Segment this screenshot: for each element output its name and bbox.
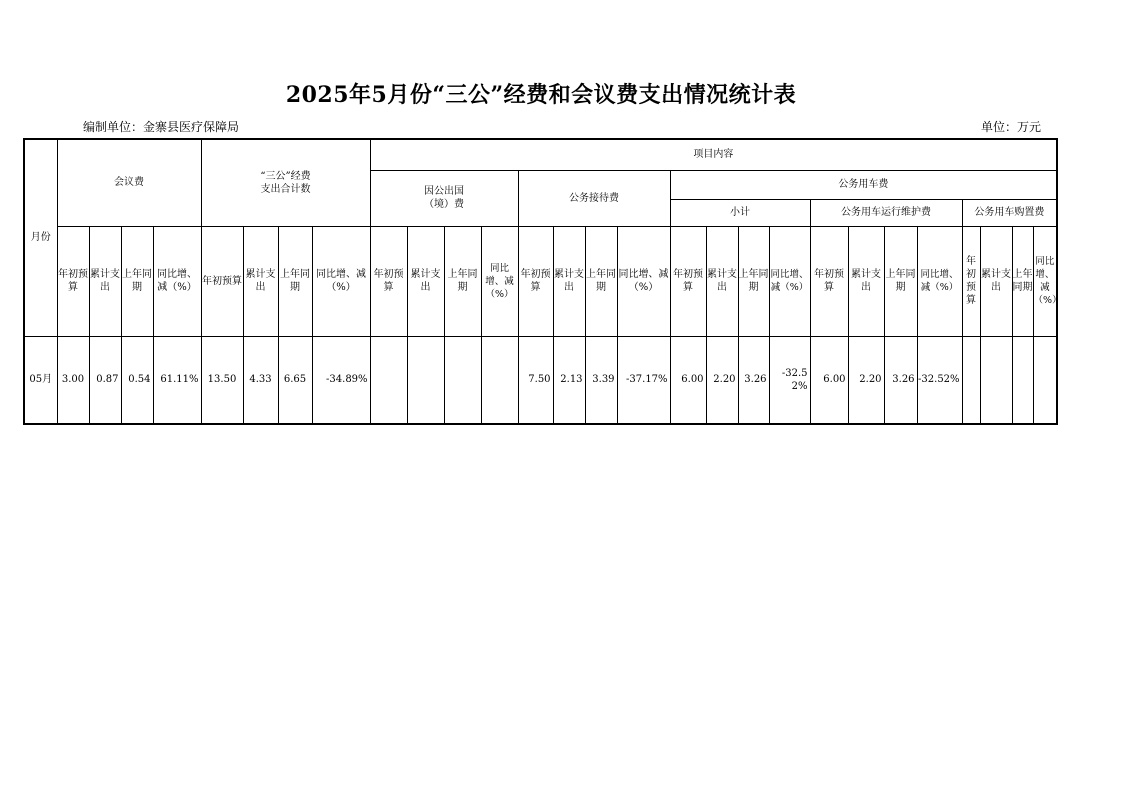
reception-yoy-header: 同比增、减（%）	[617, 226, 670, 336]
subtotal-yoy-cell: -32.52%	[769, 336, 810, 424]
sangong-header	[201, 139, 370, 226]
car-run-yoy-header: 同比增、减（%）	[917, 226, 962, 336]
car-run-budget-header: 年初预算	[810, 226, 848, 336]
meeting-spent-cell: 0.87	[89, 336, 121, 424]
car-run-header: 公务用车运行维护费	[810, 199, 962, 226]
meeting-lastyear-cell: 0.54	[121, 336, 153, 424]
subtotal-spent-header: 累计支出	[706, 226, 738, 336]
subtotal-budget-header: 年初预算	[670, 226, 706, 336]
reception-lastyear-cell: 3.39	[585, 336, 617, 424]
meeting-yoy-header: 同比增、减（%）	[153, 226, 201, 336]
car-buy-budget-header: 年初预算	[962, 226, 980, 336]
compiling-unit: 编制单位：金寨县医疗保障局	[83, 120, 240, 134]
subtotal-lastyear-header: 上年同期	[738, 226, 769, 336]
sangong-header-line2: 支出合计数	[260, 183, 311, 195]
sangong-yoy-cell: -34.89%	[312, 336, 370, 424]
abroad-header	[370, 170, 518, 226]
meeting-spent-header: 累计支出	[89, 226, 121, 336]
car-buy-lastyear-cell	[1012, 336, 1033, 424]
car-run-spent-cell: 2.20	[848, 336, 884, 424]
meeting-budget-cell: 3.00	[57, 336, 89, 424]
abroad-spent-cell	[407, 336, 444, 424]
car-buy-spent-cell	[980, 336, 1012, 424]
car-run-yoy-cell: -32.52%	[917, 336, 962, 424]
car-run-lastyear-header: 上年同期	[884, 226, 917, 336]
sangong-header-line1: “三公”经费	[260, 170, 311, 182]
row-month: 05月	[24, 336, 57, 424]
subtotal-budget-cell: 6.00	[670, 336, 706, 424]
abroad-budget-header: 年初预算	[370, 226, 407, 336]
abroad-budget-cell	[370, 336, 407, 424]
car-buy-lastyear-header: 上年同期	[1012, 226, 1033, 336]
car-buy-yoy-cell	[1033, 336, 1057, 424]
car-header: 公务用车费	[670, 170, 1057, 199]
sangong-yoy-header: 同比增、减（%）	[312, 226, 370, 336]
car-run-lastyear-cell: 3.26	[884, 336, 917, 424]
subtotal-lastyear-cell: 3.26	[738, 336, 769, 424]
reception-spent-header: 累计支出	[553, 226, 585, 336]
sangong-lastyear-header: 上年同期	[278, 226, 312, 336]
abroad-yoy-header: 同比增、减（%）	[481, 226, 518, 336]
meeting-budget-header: 年初预算	[57, 226, 89, 336]
sangong-lastyear-cell: 6.65	[278, 336, 312, 424]
reception-header: 公务接待费	[518, 170, 670, 226]
subtotal-header: 小计	[670, 199, 810, 226]
car-buy-budget-cell	[962, 336, 980, 424]
page-title: 2025年5月份“三公”经费和会议费支出情况统计表	[285, 82, 797, 108]
car-buy-spent-header: 累计支出	[980, 226, 1012, 336]
currency-unit: 单位：万元	[981, 120, 1042, 134]
sangong-budget-header: 年初预算	[201, 226, 243, 336]
meeting-yoy-cell: 61.11%	[153, 336, 201, 424]
abroad-lastyear-cell	[444, 336, 481, 424]
abroad-yoy-cell	[481, 336, 518, 424]
reception-yoy-cell: -37.17%	[617, 336, 670, 424]
abroad-spent-header: 累计支出	[407, 226, 444, 336]
meeting-lastyear-header: 上年同期	[121, 226, 153, 336]
reception-spent-cell: 2.13	[553, 336, 585, 424]
subtotal-yoy-header: 同比增、减（%）	[769, 226, 810, 336]
car-run-budget-cell: 6.00	[810, 336, 848, 424]
reception-budget-cell: 7.50	[518, 336, 553, 424]
car-buy-header: 公务用车购置费	[962, 199, 1057, 226]
abroad-header-line2: （境）费	[424, 199, 465, 210]
meeting-header: 会议费	[57, 139, 201, 226]
subtotal-spent-cell: 2.20	[706, 336, 738, 424]
car-run-spent-header: 累计支出	[848, 226, 884, 336]
car-buy-yoy-header: 同比增、减（%）	[1033, 226, 1057, 336]
month-header: 月份	[24, 139, 57, 336]
sangong-spent-cell: 4.33	[243, 336, 278, 424]
abroad-header-line1: 因公出国	[424, 186, 465, 197]
sangong-spent-header: 累计支出	[243, 226, 278, 336]
abroad-lastyear-header: 上年同期	[444, 226, 481, 336]
reception-lastyear-header: 上年同期	[585, 226, 617, 336]
reception-budget-header: 年初预算	[518, 226, 553, 336]
sangong-budget-cell: 13.50	[201, 336, 243, 424]
project-header: 项目内容	[370, 139, 1057, 170]
statistics-table	[23, 138, 1062, 425]
